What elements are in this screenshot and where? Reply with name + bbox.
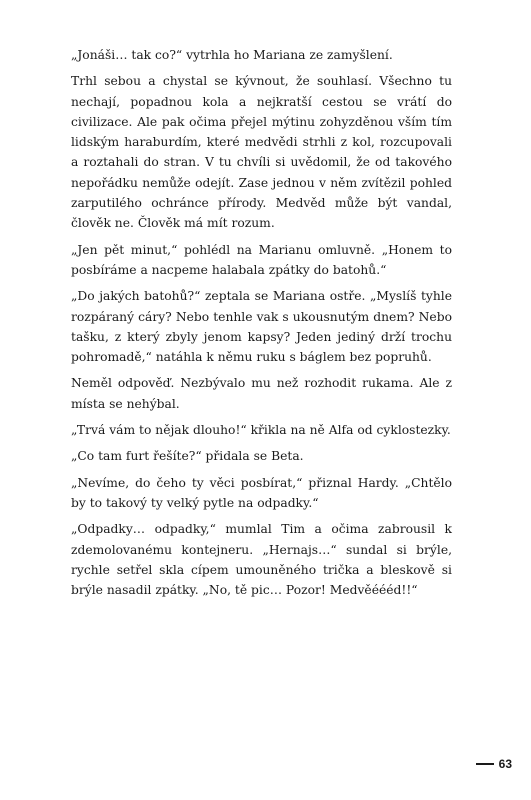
paragraph: „Nevíme, do čeho ty věci posbírat,“ přiznal Hardy. „Chtělo by to takový ty velký pytle na odpadky.“ [71, 475, 452, 510]
paragraph: „Jen pět minut,“ pohlédl na Marianu omluvně. „Honem to posbíráme a nacpeme halabala zpátky do batohů.“ [71, 242, 452, 277]
folio-dash [476, 763, 494, 765]
paragraph: „Trvá vám to nějak dlouho!“ křikla na ně Alfa od cyklostezky. [71, 423, 451, 438]
paragraph: „Do jakých batohů?“ zeptala se Mariana ostře. „Myslíš tyhle rozpáraný cáry? Nebo tenhle vak s ukousnutým dnem? Nebo tašku, z který zbyly jenom kapsy? Jeden jediný drží trochu pohromadě,“ natáhla k němu ruku s báglem bez popruhů. [71, 289, 452, 365]
paragraph: „Odpadky… odpadky,“ mumlal Tim a očima zabrousil k zdemolovanému kontejneru. „Hernajs…“ sundal si brýle, rychle setřel skla cípem umouněného trička a bleskově si brýle nasadil zpátky. „No, tě pic… Pozor! Medvěéééd!!“ [71, 522, 452, 598]
paragraph: „Co tam furt řešíte?“ přidala se Beta. [71, 449, 304, 464]
paragraph: Trhl sebou a chystal se kývnout, že souhlasí. Všechno tu nechají, popadnou kola a nejkratší cestou se vrátí do civilizace. Ale pak očima přejel mýtinu zohyzděnou vším tím lidským haraburdím, které medvědi strhli z kol, rozcupovali a roztahali do stran. V tu chvíli si uvědomil, že od takového nepořádku nemůže odejít. Zase jednou v něm zvítězil pohled zarputilého ochránce přírody. Medvěd může být vandal, člověk ne. Člověk má mít rozum. [71, 74, 452, 231]
page-number: 63 [498, 757, 512, 771]
page-footer [476, 757, 512, 771]
paragraph: „Jonáši… tak co?“ vytrhla ho Mariana ze zamyšlení. [71, 48, 393, 62]
body-text [71, 45, 452, 606]
paragraph: Neměl odpověď. Nezbývalo mu než rozhodit rukama. Ale z místa se nehýbal. [71, 376, 452, 411]
book-page [71, 0, 452, 800]
